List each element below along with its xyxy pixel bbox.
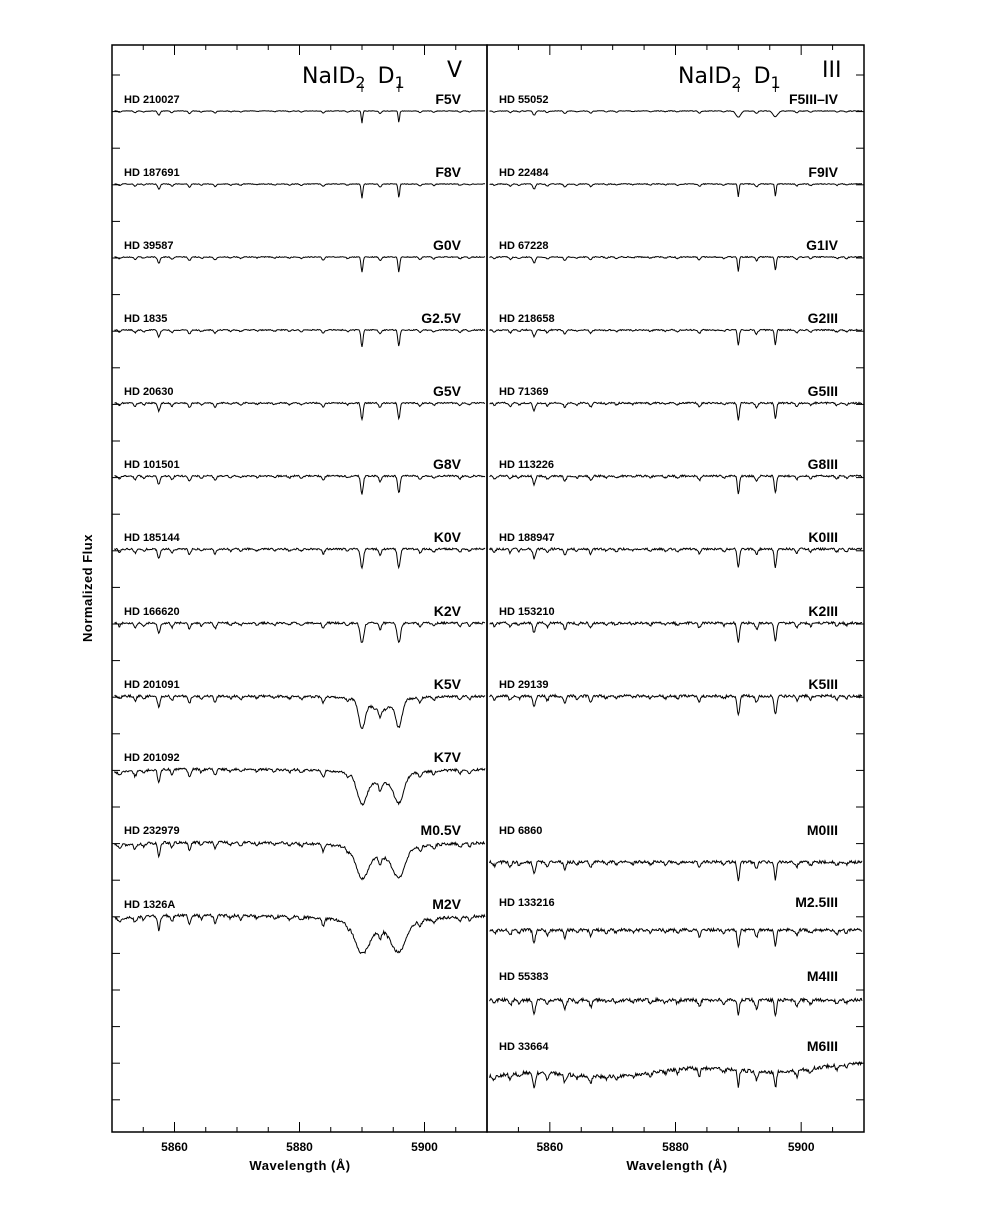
right-sptype-label: M4III	[806, 968, 838, 984]
left-spectrum-k2v	[115, 622, 486, 642]
left-sptype-label: G2.5V	[421, 310, 461, 326]
right-spectrum-g8iii	[490, 475, 863, 494]
left-spectrum-g0v	[115, 257, 486, 273]
left-spectrum-k5v	[115, 695, 486, 729]
y-axis-title: Normalized Flux	[80, 534, 95, 642]
right-spectrum-f9iv	[490, 184, 863, 197]
left-spectrum-k7v	[115, 768, 486, 805]
right-spectrum-m25iii	[490, 929, 863, 947]
left-star-id-label: HD 187691	[124, 167, 180, 179]
right-star-id-label: HD 71369	[499, 386, 549, 398]
left-sptype-label: K5V	[433, 676, 461, 692]
left-star-id-label: HD 185144	[124, 532, 180, 544]
left-sptype-label: M2V	[432, 896, 461, 912]
right-spectrum-m0iii	[490, 861, 863, 882]
left-spectrum-k0v	[115, 548, 486, 568]
right-x-tick-label: 5860	[536, 1140, 564, 1154]
left-nai-label: NaID$_2$ $D_1$	[302, 64, 405, 92]
left-spectrum-f8v	[115, 184, 486, 199]
left-spectrum-m2v	[115, 914, 486, 953]
left-star-id-label: HD 1326A	[124, 899, 176, 911]
right-sptype-label: M6III	[806, 1038, 838, 1054]
left-sptype-label: F8V	[435, 164, 461, 180]
right-sptype-label: K0III	[808, 529, 838, 545]
right-star-id-label: HD 22484	[499, 167, 549, 179]
left-star-id-label: HD 39587	[124, 240, 174, 252]
right-star-id-label: HD 133216	[499, 897, 555, 909]
right-star-id-label: HD 113226	[499, 459, 555, 471]
left-sptype-label: F5V	[435, 91, 461, 107]
left-spectrum-f5v	[115, 111, 486, 123]
left-star-id-label: HD 201092	[124, 752, 180, 764]
left-sptype-label: K2V	[433, 603, 461, 619]
left-x-axis-title: Wavelength (Å)	[249, 1158, 351, 1173]
right-nai-label: NaID$_2$ $D_1$	[678, 64, 781, 92]
right-x-axis-title: Wavelength (Å)	[626, 1158, 728, 1173]
right-sptype-label: G8III	[807, 456, 838, 472]
left-sptype-label: K0V	[433, 529, 461, 545]
right-sptype-label: G5III	[807, 383, 838, 399]
left-spectrum-g25v	[115, 329, 486, 347]
right-spectrum-k2iii	[490, 622, 863, 643]
right-star-id-label: HD 6860	[499, 825, 543, 837]
left-sptype-label: K7V	[433, 749, 461, 765]
left-x-tick-label: 5900	[411, 1140, 438, 1154]
left-sptype-label: M0.5V	[420, 822, 461, 838]
right-x-tick-label: 5880	[662, 1140, 689, 1154]
right-spectrum-m4iii	[490, 998, 863, 1015]
left-panel-frame	[112, 45, 487, 1132]
right-star-id-label: HD 67228	[499, 240, 549, 252]
right-sptype-label: G2III	[807, 310, 838, 326]
right-star-id-label: HD 33664	[499, 1041, 549, 1053]
right-star-id-label: HD 188947	[499, 532, 555, 544]
right-sptype-label: F9IV	[808, 164, 838, 180]
right-line-label	[678, 58, 841, 92]
left-star-id-label: HD 101501	[124, 459, 180, 471]
right-class-label: III	[822, 58, 842, 83]
right-panel-labels	[499, 91, 839, 1054]
right-sptype-label: K5III	[808, 676, 838, 692]
right-spectrum-g5iii	[490, 402, 863, 420]
right-x-tick-label: 5900	[787, 1140, 815, 1154]
right-spectrum-g1iv	[490, 257, 863, 272]
left-sptype-label: G5V	[432, 383, 461, 399]
left-sptype-label: G8V	[432, 456, 461, 472]
right-star-id-label: HD 29139	[499, 679, 549, 691]
left-star-id-label: HD 232979	[124, 825, 180, 837]
right-spectrum-k0iii	[490, 548, 863, 568]
left-x-tick-label: 5860	[161, 1140, 188, 1154]
right-spectrum-k5iii	[490, 695, 863, 715]
right-star-id-label: HD 55383	[499, 971, 549, 983]
left-x-tick-label: 5880	[286, 1140, 313, 1154]
left-panel-labels	[124, 91, 462, 912]
left-star-id-label: HD 20630	[124, 386, 174, 398]
right-panel-ticks	[487, 45, 864, 1154]
left-star-id-label: HD 201091	[124, 679, 180, 691]
left-spectrum-m05v	[115, 841, 486, 880]
right-panel-spectra	[490, 111, 863, 1088]
left-class-label: V	[447, 58, 463, 83]
left-panel-ticks	[112, 45, 487, 1154]
left-star-id-label: HD 1835	[124, 313, 168, 325]
left-spectrum-g8v	[115, 475, 486, 494]
right-sptype-label: M0III	[806, 822, 838, 838]
left-spectrum-g5v	[115, 402, 486, 419]
right-star-id-label: HD 55052	[499, 94, 549, 106]
right-sptype-label: M2.5III	[795, 894, 838, 910]
right-sptype-label: K2III	[808, 603, 838, 619]
right-star-id-label: HD 153210	[499, 606, 555, 618]
right-spectrum-f5iiiiv	[490, 111, 863, 117]
right-spectrum-m6iii	[490, 1062, 863, 1088]
right-spectrum-g2iii	[490, 329, 863, 345]
right-sptype-label: G1IV	[806, 237, 838, 253]
left-line-label	[302, 58, 462, 92]
left-star-id-label: HD 210027	[124, 94, 180, 106]
left-star-id-label: HD 166620	[124, 606, 180, 618]
left-sptype-label: G0V	[432, 237, 461, 253]
right-star-id-label: HD 218658	[499, 313, 555, 325]
right-sptype-label: F5III–IV	[788, 91, 838, 107]
